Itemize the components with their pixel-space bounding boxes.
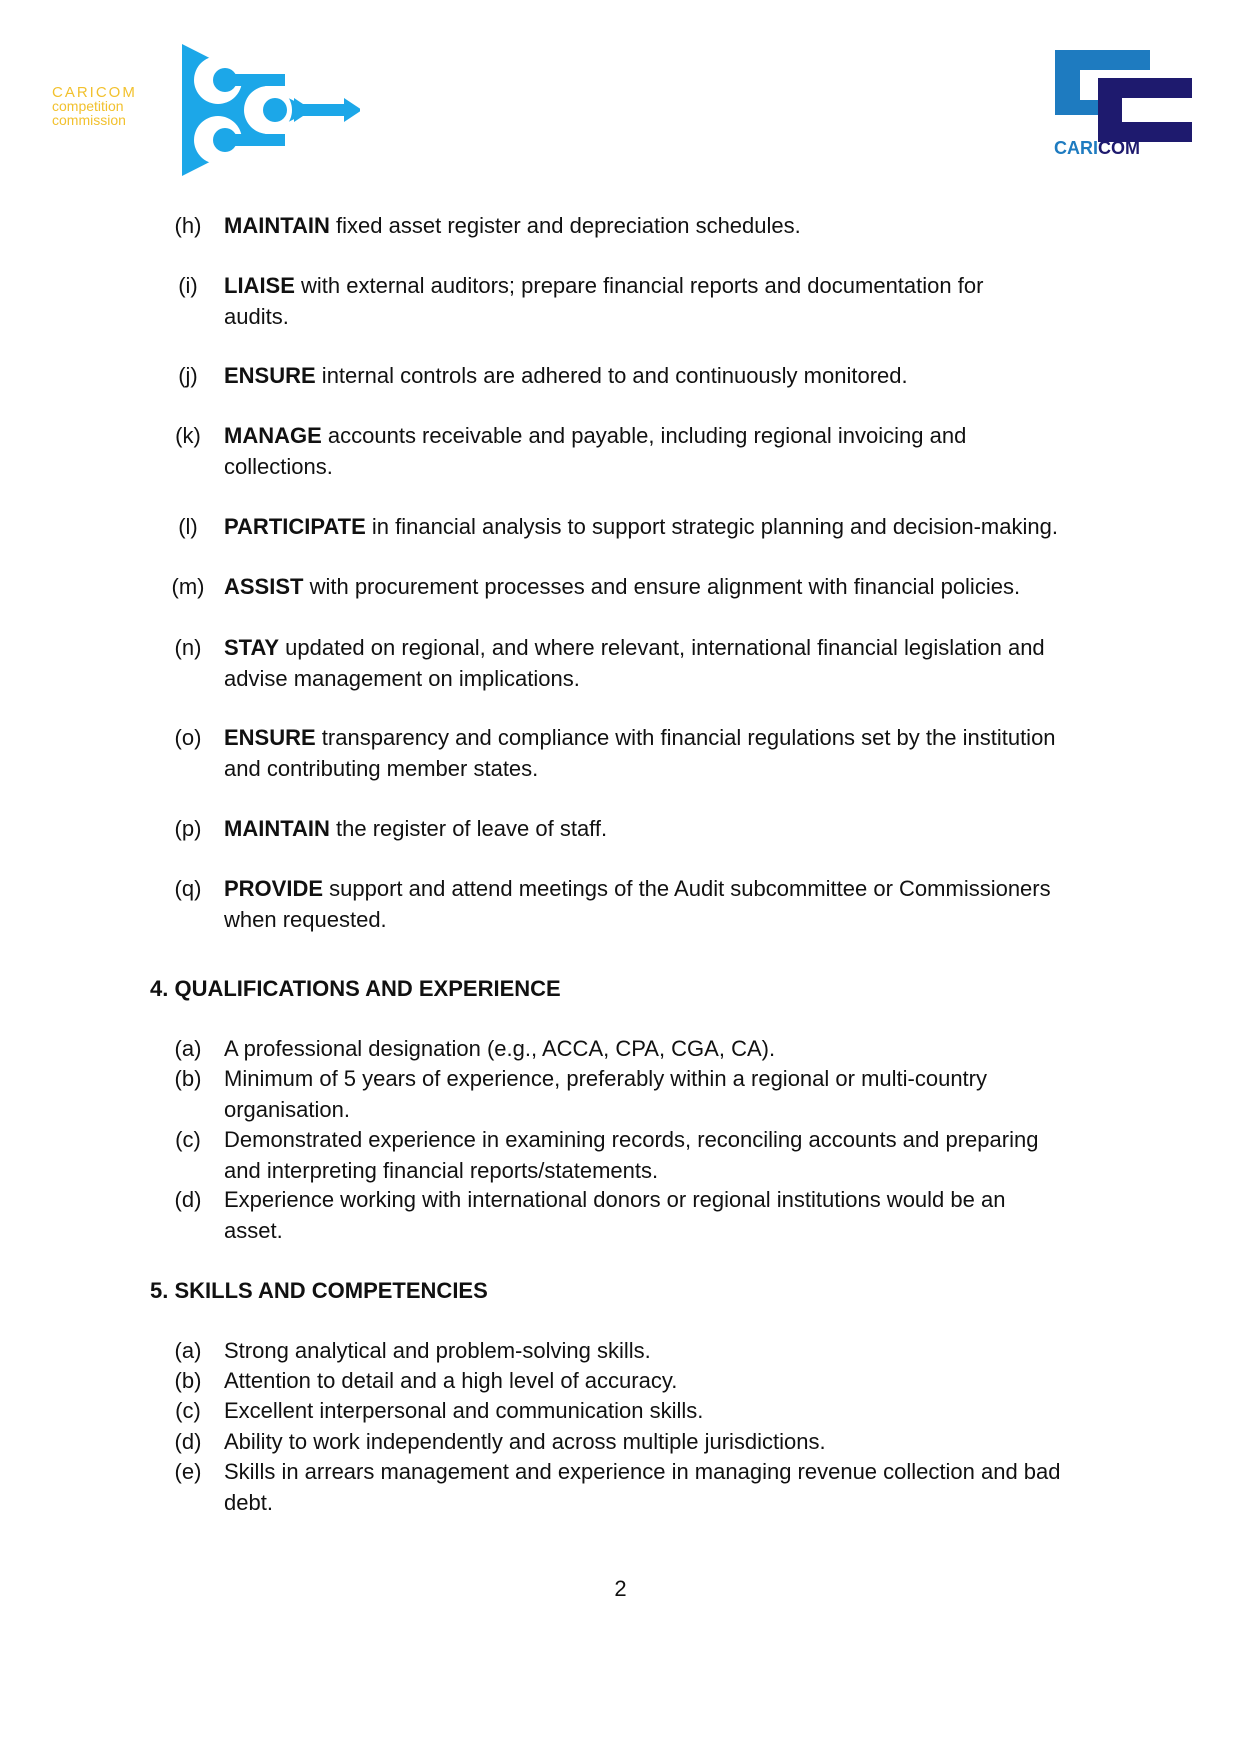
duty-verb: LIAISE (224, 273, 295, 298)
item-label: (q) (174, 876, 202, 901)
duty-verb: MAINTAIN (224, 213, 330, 238)
caricom-logo (1050, 40, 1205, 155)
caricom-cc-icon (1050, 40, 1205, 155)
item-label: (c) (175, 1127, 201, 1152)
item-label: (n) (174, 635, 202, 660)
item-label: (h) (174, 213, 202, 238)
duty-verb: MANAGE (224, 423, 322, 448)
svg-text:commission: commission (52, 112, 126, 128)
section-heading-qualifications: 4. QUALIFICATIONS AND EXPERIENCE (150, 976, 561, 1001)
item-label: (b) (174, 1066, 202, 1091)
ccc-logo-icon (50, 40, 360, 180)
item-label: (a) (174, 1036, 202, 1061)
item-label: (m) (171, 574, 205, 599)
duty-verb: ENSURE (224, 363, 316, 388)
duty-verb: PARTICIPATE (224, 514, 366, 539)
svg-text:CARICOM: CARICOM (1054, 138, 1140, 155)
item-label: (k) (175, 423, 201, 448)
item-label: (l) (178, 514, 198, 539)
item-label: (e) (174, 1459, 202, 1484)
section-heading-skills: 5. SKILLS AND COMPETENCIES (150, 1278, 488, 1303)
duty-verb: PROVIDE (224, 876, 324, 901)
duty-verb: STAY (224, 635, 280, 660)
svg-text:competition: competition (52, 98, 124, 114)
item-label: (c) (175, 1398, 201, 1423)
item-label: (a) (174, 1338, 202, 1363)
item-label: (j) (178, 363, 198, 388)
item-label: (p) (174, 816, 202, 841)
duty-verb: ASSIST (224, 574, 304, 599)
item-label: (i) (178, 273, 198, 298)
caricom-competition-commission-logo (50, 40, 360, 180)
duty-verb: MAINTAIN (224, 816, 330, 841)
item-label: (b) (174, 1368, 202, 1393)
svg-text:CARICOM: CARICOM (52, 84, 137, 101)
duty-verb: ENSURE (224, 725, 316, 750)
item-label: (o) (174, 725, 202, 750)
item-label: (d) (174, 1429, 202, 1454)
page-number: 2 (614, 1576, 627, 1601)
item-label: (d) (174, 1187, 202, 1212)
